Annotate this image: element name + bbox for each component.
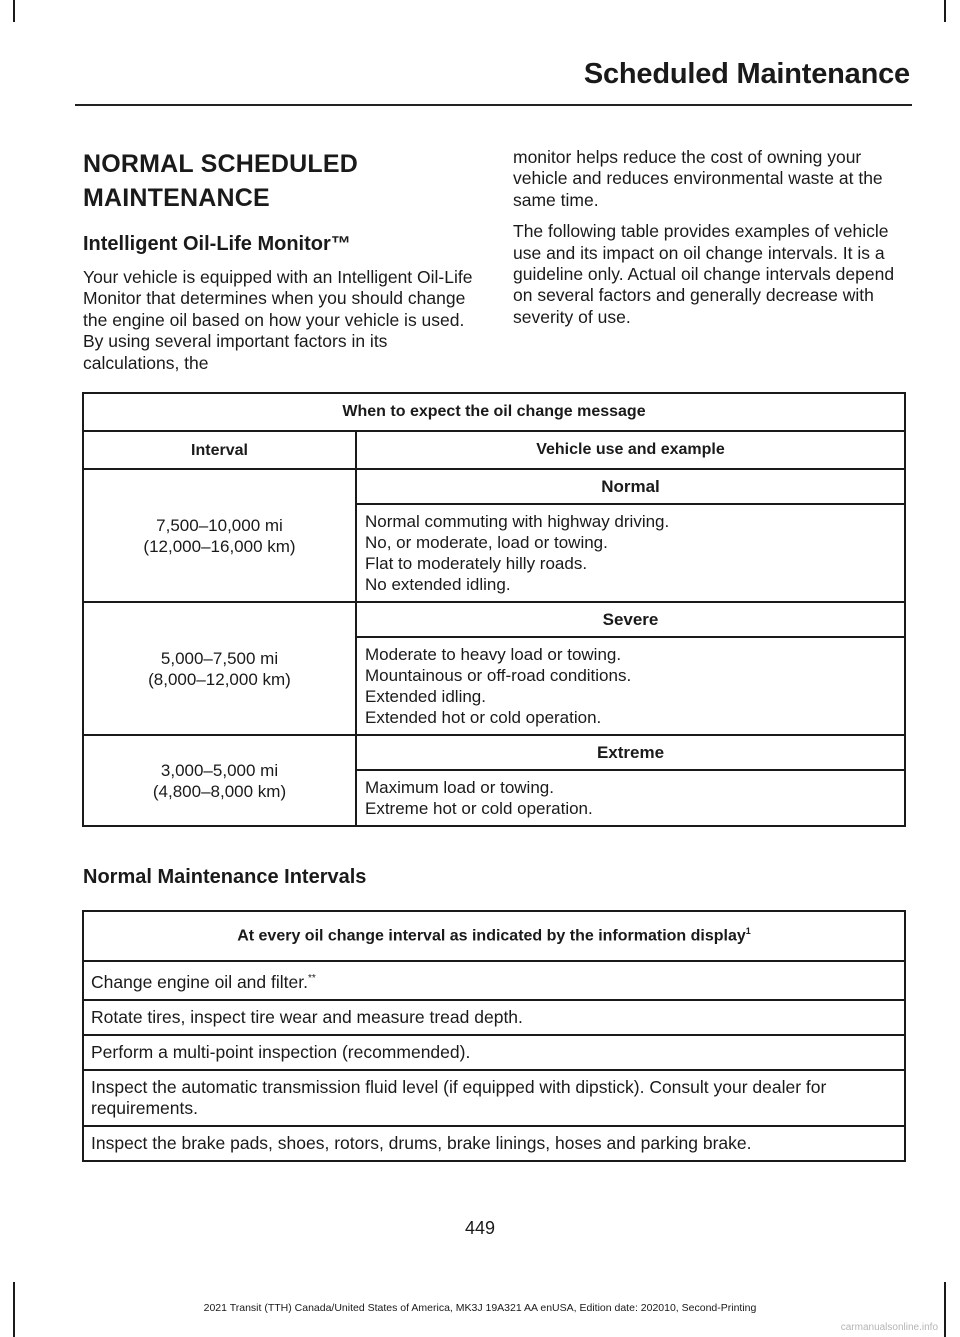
interval-cell (83, 735, 356, 826)
maintenance-item: Perform a multi-point inspection (recommended). (83, 1035, 905, 1070)
maintenance-intervals-title: Normal Maintenance Intervals (83, 866, 367, 888)
table-row (83, 1000, 905, 1035)
maintenance-item-text: Change engine oil and filter. (91, 971, 308, 992)
interval-cell (83, 469, 356, 602)
interval-miles: 3,000–5,000 mi (160, 760, 279, 780)
use-line: Extreme hot or cold operation. (365, 799, 593, 818)
interval-km: (4,800–8,000 km) (152, 781, 287, 801)
section-title: NORMAL SCHEDULED MAINTENANCE (83, 150, 358, 212)
table-row (83, 469, 905, 504)
maintenance-item (83, 961, 905, 1000)
table-row (83, 961, 905, 1000)
footnote-marker: ** (307, 973, 316, 984)
paragraph-3: The following table provides examples of vehicle use and its impact on oil change intervals. It is a guideline only. Actual oil change intervals depend on several factors and generally decrease with severity of use. (513, 221, 895, 327)
use-line: Moderate to heavy load or towing. (365, 645, 622, 664)
maintenance-item: Inspect the brake pads, shoes, rotors, drums, brake linings, hoses and parking brake. (83, 1126, 905, 1161)
use-description (356, 637, 905, 735)
use-line: Extended idling. (365, 687, 486, 706)
table-row (83, 1035, 905, 1070)
use-description (356, 504, 905, 602)
paragraph-1: Your vehicle is equipped with an Intelligent Oil-Life Monitor that determines when you should change the engine oil based on how your vehicle is used. By using several important factors in its calculations, the (83, 267, 473, 373)
table-row (83, 735, 905, 770)
use-category: Normal (356, 469, 905, 504)
col-header-vehicle-use: Vehicle use and example (356, 431, 905, 469)
use-description (356, 770, 905, 826)
page-number: 449 (464, 1218, 496, 1238)
use-line: Normal commuting with highway driving. (365, 512, 670, 531)
interval-miles: 7,500–10,000 mi (156, 515, 283, 535)
interval-km: (12,000–16,000 km) (143, 536, 296, 556)
col-header-interval: Interval (83, 431, 356, 469)
header-rule (75, 104, 912, 106)
left-column (83, 147, 478, 384)
crop-mark-top-left (13, 0, 15, 22)
maintenance-table-header (83, 911, 905, 961)
maintenance-item: Inspect the automatic transmission fluid level (if equipped with dipstick). Consult your dealer for requirements. (83, 1070, 905, 1126)
page-footer: 2021 Transit (TTH) Canada/United States of America, MK3J 19A321 AA enUSA, Edition date: 202010, Second-Printing (203, 1302, 757, 1314)
use-line: Mountainous or off-road conditions. (365, 666, 632, 685)
table-row (83, 1126, 905, 1161)
table-row (83, 1070, 905, 1126)
use-line: No extended idling. (365, 575, 511, 594)
maintenance-item: Rotate tires, inspect tire wear and measure tread depth. (83, 1000, 905, 1035)
table-row (83, 602, 905, 637)
use-line: No, or moderate, load or towing. (365, 533, 608, 552)
use-category: Extreme (356, 735, 905, 770)
interval-km: (8,000–12,000 km) (148, 669, 291, 689)
maintenance-table (82, 910, 906, 1162)
footnote-marker: 1 (745, 926, 751, 937)
right-column (513, 147, 908, 338)
use-line: Flat to moderately hilly roads. (365, 554, 588, 573)
crop-mark-top-right (944, 0, 946, 22)
paragraph-2: monitor helps reduce the cost of owning your vehicle and reduces environmental waste at the same time. (513, 147, 883, 210)
oil-table-caption: When to expect the oil change message (83, 393, 905, 431)
use-line: Maximum load or towing. (365, 778, 554, 797)
maintenance-header-text: At every oil change interval as indicated by the information display (237, 927, 746, 945)
interval-cell (83, 602, 356, 735)
subsection-title: Intelligent Oil-Life Monitor™ (83, 233, 351, 255)
interval-miles: 5,000–7,500 mi (160, 648, 279, 668)
use-line: Extended hot or cold operation. (365, 708, 602, 727)
use-category: Severe (356, 602, 905, 637)
watermark-text: carmanualsonline.info (840, 1322, 938, 1333)
page-header-title: Scheduled Maintenance (583, 58, 910, 90)
oil-change-table (82, 392, 906, 827)
